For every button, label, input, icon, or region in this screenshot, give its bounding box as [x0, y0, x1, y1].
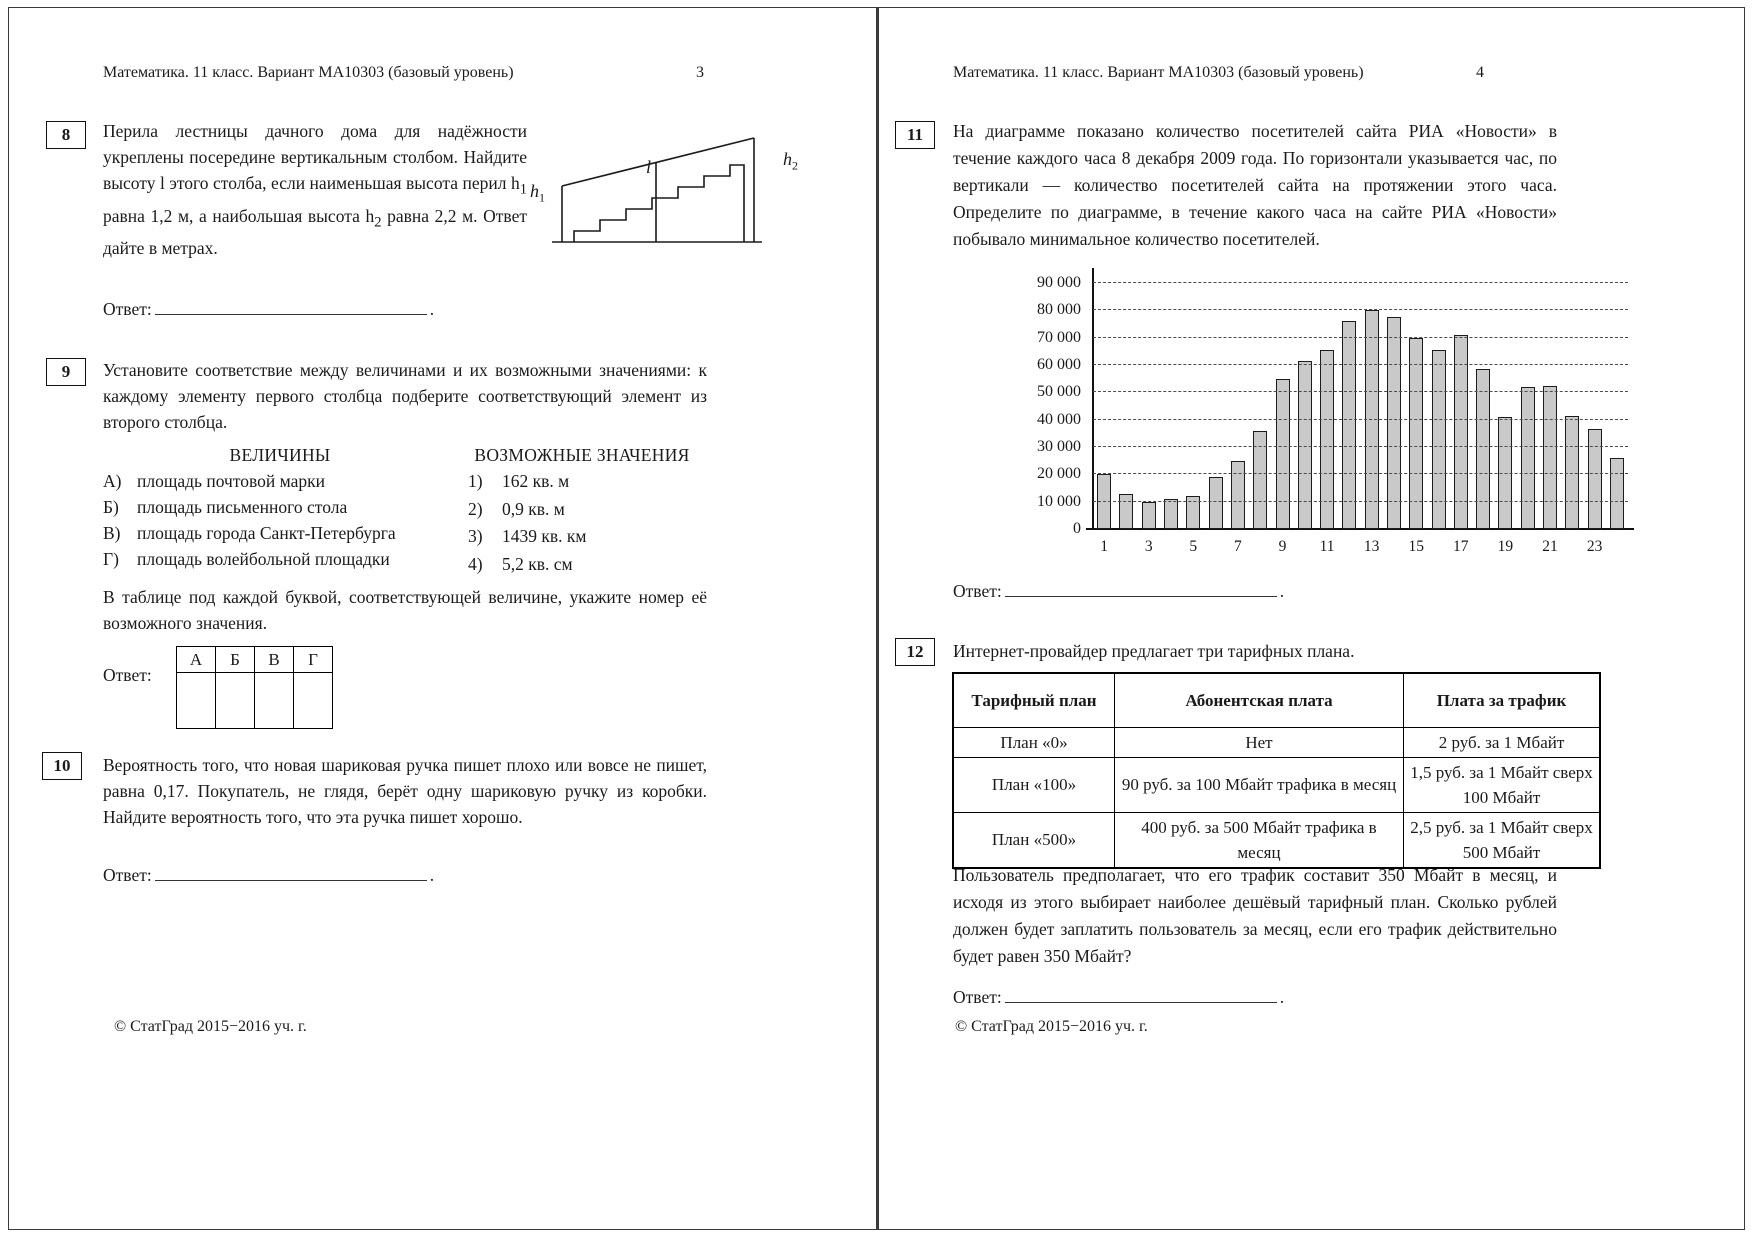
match-items-list	[103, 468, 463, 572]
chart-bar-hour-23	[1588, 429, 1602, 529]
answer-grid-header: Б	[216, 647, 255, 673]
match-value	[468, 496, 728, 524]
chart-x-tick-label: 21	[1542, 538, 1558, 555]
match-item	[103, 468, 463, 494]
tariff-header-cell: Плата за трафик	[1404, 673, 1601, 727]
problem-10-text: Вероятность того, что новая шариковая ручка пишет плохо или вовсе не пишет, равна 0,17. Покупатель, не глядя, берёт одну шариковую ручку из коробки. Найдите вероятность того, что эта ручка пишет хорошо.	[103, 755, 707, 827]
chart-bar-hour-14	[1387, 317, 1401, 529]
match-item-label: площадь почтовой марки	[137, 471, 325, 491]
answer-blank	[155, 865, 427, 881]
tariff-cell: 400 руб. за 500 Мбайт трафика в месяц	[1115, 812, 1404, 868]
problem-11-text: На диаграмме показано количество посетителей сайта РИА «Новости» в течение каждого часа 8 декабря 2009 года. По горизонтали указывается час, по вертикали — количество посетителей сайта на протяжении этого часа. Определите по диаграмме, в течение какого часа на сайте РИА «Новости» побывало минимальное количество посетителей.	[953, 121, 1557, 249]
answer-grid-header: А	[177, 647, 216, 673]
answer-grid-header: Г	[294, 647, 333, 673]
figure-label-h1-base: h	[530, 181, 539, 201]
match-item	[103, 494, 463, 520]
chart-x-tick-label: 13	[1363, 538, 1380, 555]
tariff-cell: Нет	[1115, 727, 1404, 757]
tariff-row	[953, 757, 1600, 812]
chart-bar-hour-20	[1521, 387, 1535, 529]
problem-12-number: 12	[895, 638, 935, 666]
match-value	[468, 551, 728, 579]
chart-x-tick-label: 9	[1278, 538, 1287, 555]
answer-line-p8	[103, 296, 434, 322]
copyright-footer: © СтатГрад 2015−2016 уч. г.	[114, 1018, 307, 1035]
match-item-label: площадь письменного стола	[137, 497, 348, 517]
answer-period: .	[1279, 581, 1285, 601]
match-value-key: 4)	[468, 553, 483, 574]
problem-8-number: 8	[46, 121, 86, 149]
staircase-figure	[548, 128, 780, 250]
chart-bar-hour-4	[1164, 499, 1178, 529]
chart-x-tick-label: 3	[1144, 538, 1153, 555]
problem-9-note: В таблице под каждой буквой, соответствующей величине, укажите номер её возможного значения.	[103, 587, 707, 633]
chart-y-tick-label: 80 000	[1037, 301, 1081, 319]
match-item	[103, 546, 463, 572]
chart-bar-hour-3	[1142, 502, 1156, 529]
problem-9-number: 9	[46, 358, 86, 386]
subscript: 1	[519, 181, 527, 198]
match-values-list	[468, 468, 728, 578]
chart-bar-hour-9	[1276, 379, 1290, 529]
answer-grid-header-row	[177, 647, 333, 673]
chart-y-tick-label: 40 000	[1037, 410, 1081, 428]
column-header-velichiny: ВЕЛИЧИНЫ	[229, 445, 331, 465]
chart-bar-hour-16	[1432, 350, 1446, 529]
answer-line-p12	[953, 984, 1284, 1010]
answer-grid-cell	[255, 673, 294, 729]
figure-label-h2-base: h	[783, 149, 792, 169]
figure-label-h2-sub: 2	[792, 158, 798, 173]
answer-grid-cell	[216, 673, 255, 729]
chart-y-tick-label: 60 000	[1037, 356, 1081, 373]
match-value-label: 5,2 кв. см	[502, 553, 573, 574]
match-item-label: площадь волейбольной площадки	[137, 549, 390, 569]
tariff-row	[953, 812, 1600, 868]
problem-12-text: Пользователь предполагает, что его трафик составит 350 Мбайт в месяц, и исходя из этого выбирает наиболее дешёвый тарифный план. Сколько рублей должен будет заплатить пользователь за месяц, если его трафик действительно будет равен 350 Мбайт?	[953, 865, 1557, 966]
chart-y-tick-label: 20 000	[1037, 465, 1081, 483]
chart-x-tick-label: 11	[1319, 538, 1335, 555]
chart-y-tick-label: 0	[1073, 520, 1081, 537]
chart-x-tick-label: 17	[1453, 538, 1469, 555]
answer-grid-cell	[294, 673, 333, 729]
chart-bar-hour-7	[1231, 461, 1245, 529]
copyright-footer: © СтатГрад 2015−2016 уч. г.	[955, 1018, 1148, 1035]
chart-gridline	[1093, 473, 1628, 474]
chart-x-tick-label: 23	[1586, 538, 1603, 555]
match-item	[103, 520, 463, 546]
page-header: Математика. 11 класс. Вариант МА10303 (базовый уровень)	[953, 64, 1364, 81]
chart-bar-hour-12	[1342, 321, 1356, 529]
chart-gridline	[1093, 501, 1628, 502]
problem-11-number: 11	[895, 121, 935, 149]
tariff-table	[952, 672, 1601, 869]
match-value-key: 1)	[468, 471, 483, 491]
tariff-cell: 2,5 руб. за 1 Мбайт сверх 500 Мбайт	[1404, 812, 1601, 868]
match-item-key: Г)	[103, 549, 119, 569]
problem-10-number: 10	[42, 752, 82, 780]
chart-bar-hour-24	[1610, 458, 1624, 529]
answer-period: .	[429, 299, 435, 319]
match-value	[468, 468, 728, 496]
tariff-cell: 90 руб. за 100 Мбайт трафика в месяц	[1115, 757, 1404, 812]
page-number: 3	[696, 64, 704, 81]
answer-label: Ответ:	[953, 581, 1002, 601]
problem-9-text: Установите соответствие между величинами и их возможными значениями: к каждому элементу первого столбца подберите соответствующий элемент из второго столбца.	[103, 360, 707, 432]
chart-bar-hour-2	[1119, 494, 1133, 530]
chart-y-tick-label: 90 000	[1037, 274, 1081, 291]
chart-gridline	[1093, 446, 1628, 447]
match-value-label: 1439 кв. км	[502, 526, 587, 546]
answer-blank	[1005, 987, 1277, 1003]
chart-bar-hour-11	[1320, 350, 1334, 529]
chart-x-tick-label: 15	[1408, 538, 1424, 555]
problem-8-text-part: равна 2,2 м. Ответ дайте в метрах.	[103, 205, 527, 258]
answer-grid-blank-row	[177, 673, 333, 729]
chart-bar-hour-22	[1565, 416, 1579, 529]
tariff-cell: План «500»	[953, 812, 1115, 868]
chart-gridline	[1093, 337, 1628, 338]
answer-period: .	[1279, 987, 1285, 1007]
figure-label-h1-sub: 1	[539, 190, 545, 205]
problem-8-text	[103, 118, 527, 261]
tariff-header-cell: Абонентская плата	[1115, 673, 1404, 727]
chart-plot	[1037, 274, 1628, 555]
match-value-key: 3)	[468, 526, 483, 546]
chart-gridline	[1093, 364, 1628, 365]
answer-line-p11	[953, 578, 1284, 604]
answer-label-p9: Ответ:	[103, 665, 152, 685]
match-item-label: площадь города Санкт-Петербурга	[137, 523, 396, 543]
chart-bar-hour-6	[1209, 477, 1223, 529]
chart-gridline	[1093, 282, 1628, 283]
tariff-header-cell: Тарифный план	[953, 673, 1115, 727]
chart-x-tick-label: 5	[1189, 538, 1198, 555]
tariff-cell: План «100»	[953, 757, 1115, 812]
page-number: 4	[1476, 64, 1484, 81]
match-value-label: 162 кв. м	[502, 471, 570, 491]
match-item-key: А)	[103, 471, 122, 491]
answer-grid-cell	[177, 673, 216, 729]
match-item-key: В)	[103, 523, 121, 543]
answer-grid-header: В	[255, 647, 294, 673]
problem-8-text-part: равна 1,2 м, а наибольшая высота h	[103, 205, 375, 226]
chart-y-tick-label: 70 000	[1037, 328, 1081, 346]
chart-x-tick-label: 1	[1100, 538, 1108, 555]
answer-label: Ответ:	[103, 865, 152, 885]
column-header-znacheniya: ВОЗМОЖНЫЕ ЗНАЧЕНИЯ	[474, 445, 690, 465]
answer-period: .	[429, 865, 435, 885]
problem-12-intro: Интернет-провайдер предлагает три тарифных плана.	[953, 641, 1355, 661]
chart-gridline	[1093, 391, 1628, 392]
chart-y-tick-label: 10 000	[1037, 492, 1081, 510]
chart-y-tick-label: 30 000	[1037, 438, 1081, 455]
problem-8-text-part: Перила лестницы дачного дома для надёжности укреплены посередине вертикальным столбом. Найдите высоту l этого столба, если наименьшая высота перил h	[103, 121, 527, 193]
match-value-label: 0,9 кв. м	[502, 498, 565, 519]
chart-bar-hour-18	[1476, 369, 1490, 529]
chart-gridline	[1093, 419, 1628, 420]
figure-label-l: l	[646, 157, 652, 177]
chart-x-tick-label: 7	[1234, 538, 1242, 555]
answer-blank	[155, 299, 427, 315]
answer-blank	[1005, 581, 1277, 597]
page-header: Математика. 11 класс. Вариант МА10303 (базовый уровень)	[103, 64, 514, 81]
subscript: 2	[374, 214, 382, 230]
answer-grid-table	[176, 646, 333, 729]
page-divider	[876, 8, 879, 1229]
answer-line-p10	[103, 862, 434, 888]
tariff-cell: 2 руб. за 1 Мбайт	[1404, 727, 1601, 757]
figure-label-h1	[530, 182, 545, 207]
chart-y-tick-label: 50 000	[1037, 383, 1081, 401]
match-item-key: Б)	[103, 497, 119, 517]
answer-label: Ответ:	[103, 299, 152, 319]
answer-label: Ответ:	[953, 987, 1002, 1007]
chart-bar-hour-10	[1298, 361, 1312, 529]
tariff-cell: 1,5 руб. за 1 Мбайт сверх 100 Мбайт	[1404, 757, 1601, 812]
match-value	[468, 523, 728, 551]
tariff-row	[953, 727, 1600, 757]
chart-gridline	[1093, 309, 1628, 310]
figure-label-h2	[783, 150, 798, 175]
chart-x-tick-label: 19	[1497, 538, 1514, 555]
tariff-header-row	[953, 673, 1600, 727]
match-value-key: 2)	[468, 498, 483, 519]
chart-bar-hour-21	[1543, 386, 1557, 530]
tariff-cell: План «0»	[953, 727, 1115, 757]
